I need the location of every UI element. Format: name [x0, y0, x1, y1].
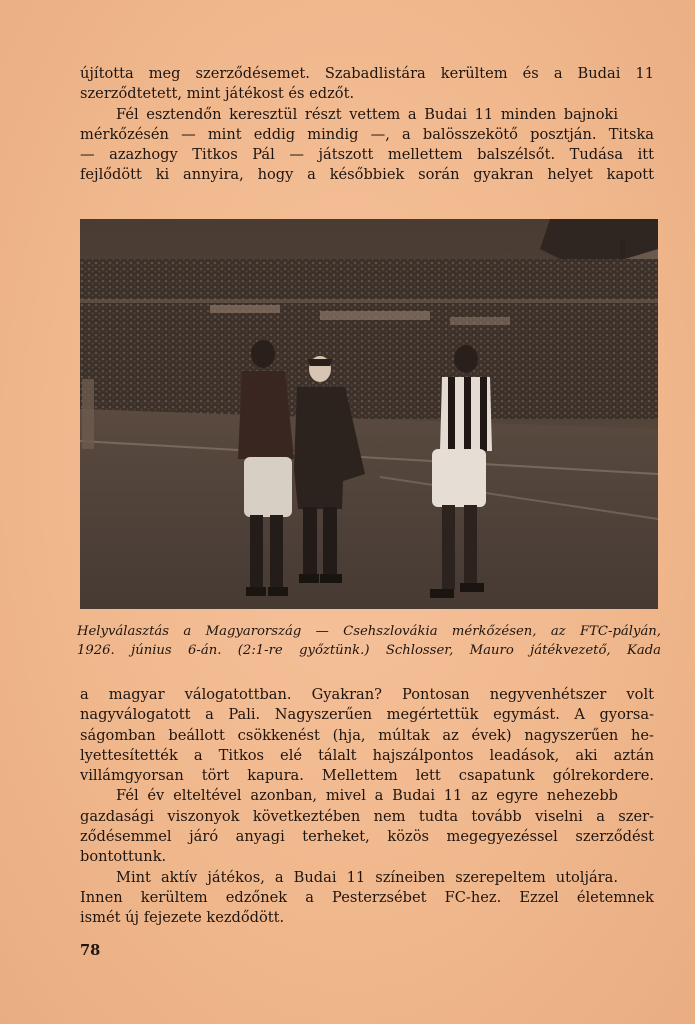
text-line: fejlődött ki annyira, hogy a későbbiek során gyakran helyet kapott: [80, 166, 654, 184]
text-line: ságomban beállott csökkenést (hja, múltak az évek) nagyszerűen he-: [80, 726, 654, 744]
caption-line: 1926. június 6-án. (2:1-re győztünk.) Schlosser, Mauro játékvezető, Kada: [77, 643, 661, 658]
text-line: ződésemmel járó anyagi terheket, közös megegyezéssel szerződést: [80, 828, 654, 846]
paragraph-top: [80, 64, 654, 186]
text-line: villámgyorsan tört kapura. Mellettem lett csapatunk gólrekordere.: [80, 767, 654, 785]
text-line: gazdasági viszonyok következtében nem tudta tovább viselni a szer-: [80, 807, 654, 825]
text-line: Fél esztendőn keresztül részt vettem a Budai 11 minden bajnoki: [116, 105, 618, 123]
text-line: a magyar válogatottban. Gyakran? Pontosan negyvenhétszer volt: [80, 686, 654, 703]
photo-caption: [77, 622, 661, 660]
photo-illustration: [80, 219, 658, 609]
text-line: Fél év elteltével azonban, mivel a Budai 11 az egyre nehezebb: [116, 787, 618, 805]
page-number: 78: [80, 942, 101, 959]
text-line: bontottunk.: [80, 848, 167, 866]
text-line: — azazhogy Titkos Pál — játszott mellettem balszélsőt. Tudása itt: [80, 146, 654, 164]
text-line: Mint aktív játékos, a Budai 11 színeiben szerepeltem utoljára.: [116, 868, 618, 886]
caption-line: Helyválasztás a Magyarország — Csehszlovákia mérkőzésen, az FTC-pályán,: [77, 624, 661, 639]
text-line: újította meg szerződésemet. Szabadlistára kerültem és a Budai 11: [80, 65, 654, 82]
text-line: szerződtetett, mint játékost és edzőt.: [80, 85, 355, 103]
text-line: lyettesítették a Titkos elé tálalt hajszálpontos leadások, aki aztán: [80, 746, 654, 764]
match-photo: [80, 219, 658, 609]
text-line: ismét új fejezete kezdődött.: [80, 909, 285, 927]
text-line: nagyválogatott a Pali. Nagyszerűen megértettük egymást. A gyorsa-: [80, 706, 654, 724]
text-line: mérkőzésén — mint eddig mindig —, a balösszekötő posztján. Titska: [80, 125, 654, 143]
text-line: Innen kerültem edzőnek a Pesterzsébet FC-hez. Ezzel életemnek: [80, 888, 654, 906]
paragraph-bottom: [80, 685, 654, 929]
